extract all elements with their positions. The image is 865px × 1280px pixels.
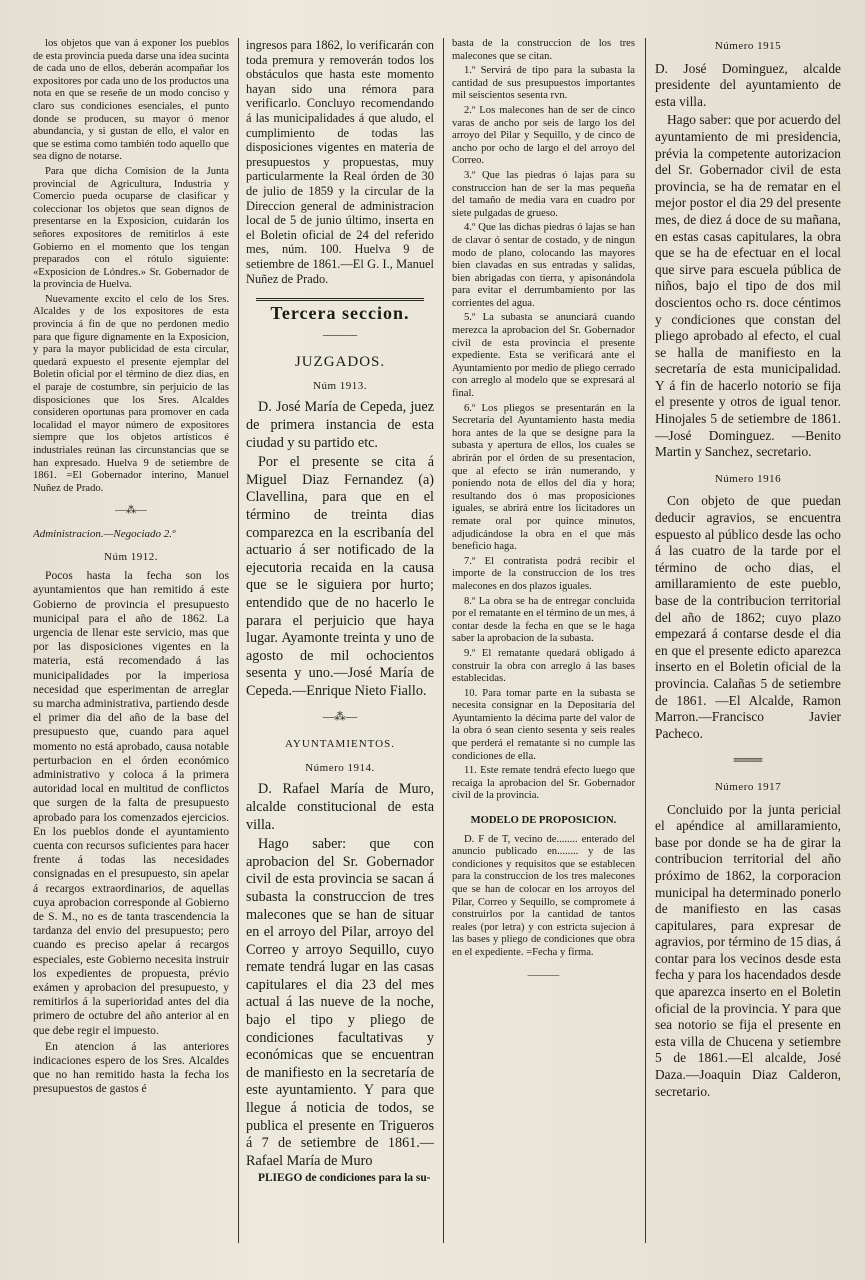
paragraph: Con objeto de que puedan deducir agravios, se encuentra espuesto al público desde las ocho á las cuatro de la tarde por el término de ocho dias, el amillaramiento de este pueblo, base de la contribucion territorial del año de 1862; cuyo plazo empezará á contarse desde el dia en que el presente edicto aparezca inserto en el Boletin oficial de la provincia. Calañas 5 de setiembre de 1861. —El Alcalde, Ramon Marron.—Francisco Javier Pacheco. [655,493,841,741]
paragraph: D. F de T, vecino de........ enterado del anuncio publicado en........ y de las condiciones y requisitos que se establecen para la construccion de los tres malecones que se han de colocar en los arroyos del Pilar, Correo y Sequillo, se compromete á construirlos por la cantidad de tantos reales (por letra) y con estricta sujecion á las bases y pliego de condiciones que obra en el expediente. =Fecha y firma. [452,833,635,958]
condition-10: 10. Para tomar parte en la subasta se necesita consignar en la Depositaría del Ayuntamiento la décima parte del valor de la obra ó sean ciento sesenta y seis reales que perderá el rematante si no cumple las condiciones de ella. [452,687,635,762]
library-watermark [468,1180,768,1260]
section-separator: —⁂— [115,505,147,517]
condition-4: 4.º Que las dichas piedras ó lajas se han de clavar ó sentar de costado, y de ningun modo de plano, colocando las mayores bien clavadas en sus entradas y salidas, bien abrigadas con tierra, y apisonándola para evitar el derrumbamiento por las corrientes del agua. [452,222,635,309]
heading-modelo: MODELO DE PROPOSICION. [470,815,617,827]
column-2 [246,38,434,1238]
condition-1: 1.º Servirá de tipo para la subasta la cantidad de sus presupuestos importantes mil seiscientos sesenta rvn. [452,65,635,102]
notice-number: Núm 1913. [313,379,367,392]
section-title: Tercera seccion. [270,303,410,324]
notice-number: Núm 1912. [104,550,158,563]
paragraph: los objetos que van á exponer los pueblos de esta provincia pueda darse una idea sucinta de cada uno de ellos, deberán acompañar los expositores por cada uno de los productos una nota en que se reseñe de un modo conciso y claro sus condiciones esenciales, el punto donde se producen, su mayor ó menor abundancia, y si gustan de ello, el valor en que se estima como también todo aquello que sea digno de notarse. [33,38,229,163]
paragraph: Para que dicha Comision de la Junta provincial de Agricultura, Industria y Comercio pueda ocuparse de clasificar y coleccionar los objetos que sean dignos de presentarse en la Exposicion, cuidarán los señores expositores de remitirlos á este Gobierno en el momento que los tengan preparados con el rótulo siguiente: «Exposicion de Lóndres.» Sr. Gobernador de la provincia de Huelva. [33,165,229,291]
heading-juzgados: JUZGADOS. [294,354,386,371]
heading-ayuntamientos: AYUNTAMIENTOS. [285,738,395,751]
column-divider [443,38,444,1243]
condition-2: 2.º Los malecones han de ser de cinco varas de ancho por seis de largo los del arroyo del Pilar y Sequillo, y de cinco de ancho por ocho de largo el del arroyo del Correo. [452,104,635,167]
condition-9: 9.º El rematante quedará obligado á construir la obra con arreglo á las bases establecidas. [452,647,635,685]
paragraph: Nuevamente excito el celo de los Sres. Alcaldes y de los expositores de esta provincia á fin de que no perdonen medio para que figure dignamente en la Exposicion, y para la mayor publicidad de esta circular, quedará expuesto el presente ejemplar del Boletin oficial por el término de diez dias, en el paraje de costumbre, sin perjuicio de las disposiciones que los Sres. Alcaldes consideren oportunas para promover en cada localidad el mayor número de expositores siempre que los objetos artísticos é industriales reúnan las circunstancias que se han expresado. Huelva 9 de setiembre de 1861. =El Gobernador interino, Manuel Nuñez de Prado. [33,293,229,494]
notice-number: Número 1915 [714,40,782,52]
section-separator: ═══ [733,752,763,768]
paragraph: ingresos para 1862, lo verificarán con toda premura y removerán todos los obstáculos que hasta este momento hayan sido una rémora para verificarlo. Concluyo recomendando á las municipalidades á que aludo, el cumplimiento de todas las disposiciones vigentes en materia de presupuestos y propuestas, muy particularmente la Real órden de 30 de julio de 1859 y la circular de la Direccion general de administracion local de 5 de junio último, inserta en el Boletin oficial de 24 del referido mes, núm. 100. Huelva 9 de setiembre de 1861.—El G. I., Manuel Nuñez de Prado. [246,38,434,286]
dash-separator: ——— [322,328,358,341]
column-divider [238,38,239,1243]
paragraph: Hago saber: que por acuerdo del ayuntamiento de mi presidencia, prévia la competente autorizacion del Sr. Gobernador civil de esta provincia, se ha de rematar en el mejor postor el dia 29 del presente mes, de diez á doce de su mañana, en estas casas capitulares, la obra que se ha de efectuar en el local que sirve para escuela pública de niños, bajo el tipo de dos mil doscientos ocho rs. doce céntimos y condiciones que constan del pliego aprobado al efecto, el cual se halla de manifiesto en la secretaría de esta municipalidad. Y á fin de hacerlo notorio se fija el presente y otros de igual tenor. Hinojales 5 de setiembre de 1861.—José Dominguez. —Benito Martin y Sanchez, secretario. [655,112,841,460]
paragraph: D. José María de Cepeda, juez de primera instancia de esta ciudad y su partido etc. [246,399,434,451]
column-1 [33,38,229,1248]
notice-number: Número 1914. [305,761,375,774]
paragraph: Pocos hasta la fecha son los ayuntamientos que han remitido á este Gobierno de provincia el presupuesto municipal para el año de 1862. La urgencia de llenar este servicio, mas que por las disposiciones vigentes en la materia, está recomendado á las municipalidades por la imperiosa necesidad que esperimentan de arreglar su marcha administrativa, partiendo desde el primer dia del año de la base del presupuesto que, cuando para aquel momento no está aprobado, causa notable perturbacion en el órden económico administrativo y coloca á la primera autoridad local en multitud de conflictos que surgen de la falta de presupuesto aprobado para los comenzados ejercicios. En los pueblos donde el ayuntamiento cuenta con recursos suficientes para hacer frente á todas las necesidades consignadas en el presupuesto, sin apelar á recargos extraordinarios, de aquellas cuya aprobacion corresponde al Gobierno de S. M., no es de tanta trascendencia la tardanza del envio del presupuesto; pero cuando es preciso apelar á recargos especiales, este Gobierno necesita instruir los expedientes de propuesta, prévio exámen y aprobacion del presupuesto, y remitirlos á la superioridad antes del dia primero de octubre del año anterior al en que debe regir el impuesto. [33,569,229,1037]
condition-5: 5.º La subasta se anunciará cuando merezca la aprobacion del Sr. Gobernador civil de esta provincia el presente expediente. Esta se verificará ante el Ayuntamiento por medio de pliego cerrado con arreglo al modelo que se expresará al final. [452,312,635,400]
column-4 [655,38,841,1243]
condition-7: 7.º El contratista podrá recibir el importe de la construccion de los tres malecones en dos plazos iguales. [452,555,635,592]
condition-3: 3.º Que las piedras ó lajas para su construccion han de ser la mas pequeña del tamaño de media vara en cuadro por siete pulgadas de grueso. [452,169,635,219]
column-3 [452,38,635,1243]
notice-number: Número 1917 [714,780,782,793]
column-divider [645,38,646,1243]
section-rule [256,298,424,301]
paragraph: basta de la construccion de los tres malecones que se citan. [452,38,635,62]
paragraph: Hago saber: que con aprobacion del Sr. Gobernador civil de esta provincia se sacan á subasta la construccion de tres malecones que se han de situar en el arroyo del Pilar, arroyo del Correo y arroyo Sequillo, cuyo remate tendrá lugar en las casas capitulares el dia 23 del mes actual á las nueve de la noche, bajo el tipo y pliego de condiciones facultativas y económicas que se encuentran de manifiesto en la secretaría de este ayuntamiento. Y para que llegue á noticia de todos, se publica el presente en Trigueros á 7 de setiembre de 1861.—Rafael María de Muro [246,836,434,1169]
condition-6: 6.º Los pliegos se presentarán en la Secretaría del Ayuntamiento hasta media hora antes de la que se designe para la subasta y apertura de ellos, los cuales se abrirán por el órden de su presentacion, que al efecto se irán numerando, y poniendo nota de ellos del dia y hora; resultando dos ó mas proposiciones iguales, se abrirá entre los licitadores un remate oral por quince minutos, adjudicándose la obra en el que más beneficio haga. [452,402,635,553]
paragraph: En atencion á las anteriores indicaciones espero de los Sres. Alcaldes que no han remitido hasta la fecha los presupuestos de gastos é [33,1039,229,1096]
condition-11: 11. Este remate tendrá efecto luego que recaiga la aprobacion del Sr. Gobernador civil de la provincia. [452,765,635,802]
paragraph: D. José Dominguez, alcalde presidente del ayuntamiento de esta villa. [655,60,841,109]
section-separator: ——— [527,969,560,981]
section-separator: —⁂— [322,710,358,723]
paragraph: Por el presente se cita á Miguel Diaz Fernandez (a) Clavellina, para que en el término de treinta dias comparezca en la escribanía del actuario á ser notificado de la ejecutoria recaida en la causa que se le siguiera por hurto; entendido que de no hacerlo le parara el perjuicio que haya lugar. Ayamonte treinta y uno de agosto de mil ochocientos sesenta y uno.—José María de Cepeda.—Enrique Nieto Fiallo. [246,454,434,699]
notice-number: Número 1916 [714,472,782,485]
paragraph: PLIEGO de condiciones para la su- [258,1172,431,1185]
paragraph: Concluido por la junta pericial el apéndice al amillaramiento, base por donde se ha de girar la contribucion territorial del año próximo de 1862, la corporacion municipal ha determinado ponerlo de manifiesto en las casas capitulares, para expresar de agravios, por término de 15 dias, á contar para los vecinos desde esta fecha y para los hacendados desde que aparezca inserto en el Boletin oficial de la provincia. Y para que sea notorio se fija el presente en esta villa de Chucena y setiembre 5 de 1861.—El alcalde, José Daza.—Joaquin Diaz Calderon, secretario. [655,801,841,1099]
paragraph: D. Rafael María de Muro, alcalde constitucional de esta villa. [246,781,434,833]
condition-8: 8.º La obra se ha de entregar concluida por el rematante en el término de un mes, á contar desde la fecha en que se le haga saber la aprobacion de la subasta. [452,595,635,645]
section-heading: Administracion.—Negociado 2.º [33,527,176,540]
